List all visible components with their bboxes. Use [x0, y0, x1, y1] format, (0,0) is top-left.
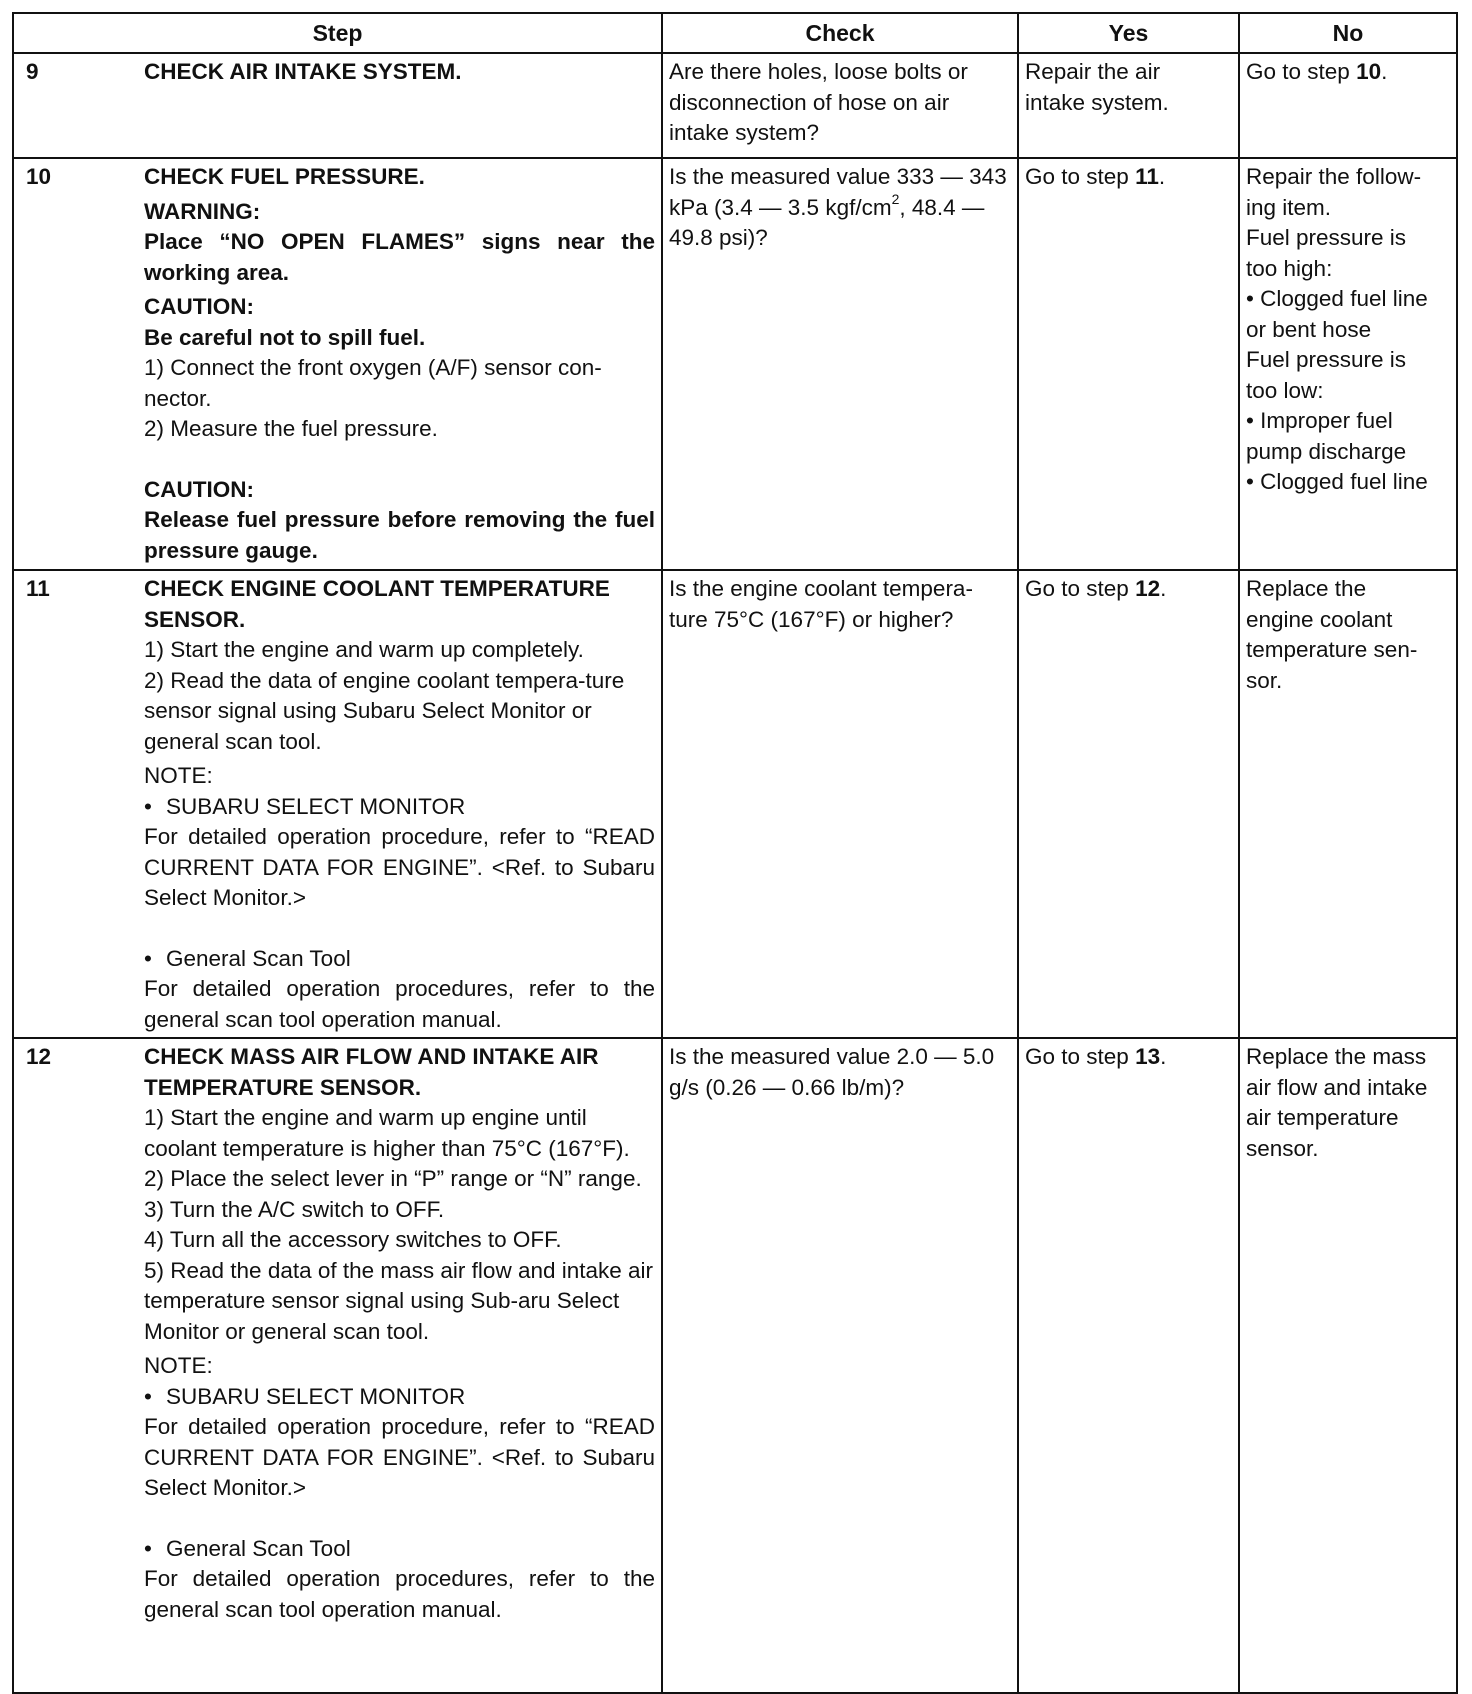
procedure-step: 3) Turn the A/C switch to OFF.	[144, 1196, 445, 1222]
procedure-step: 1) Connect the front oxygen (A/F) sensor con-nector.	[144, 355, 602, 411]
check-superscript: 2	[891, 191, 900, 207]
no-line: too low:	[1246, 377, 1324, 403]
no-line: Repair the follow-	[1246, 164, 1422, 189]
header-yes: Yes	[1018, 13, 1239, 53]
no-line: Replace the	[1246, 576, 1367, 601]
no-line: engine coolant	[1246, 606, 1393, 632]
step-cell	[13, 570, 662, 1038]
header-row	[13, 13, 1457, 53]
table-row	[13, 570, 1457, 1038]
no-line: pump discharge	[1246, 438, 1407, 464]
no-line: air flow and intake	[1246, 1074, 1428, 1100]
no-line: • Improper fuel	[1246, 408, 1393, 433]
note-label: NOTE:	[144, 1353, 213, 1378]
no-text: Go to step	[1246, 59, 1357, 84]
yes-cell	[1018, 1038, 1239, 1693]
note-item: • General Scan Tool	[144, 1534, 655, 1565]
step-cell	[13, 53, 662, 158]
no-cell	[1239, 53, 1457, 158]
no-line: • Clogged fuel line	[1246, 469, 1428, 494]
procedure-step: 1) Start the engine and warm up completely.	[144, 637, 584, 662]
note-item: • General Scan Tool	[144, 944, 655, 975]
caution-text: Release fuel pressure before removing the fuel pressure gauge.	[144, 507, 655, 563]
no-line: temperature sen-	[1246, 637, 1418, 662]
no-line: Fuel pressure is	[1246, 347, 1407, 372]
table-row	[13, 53, 1457, 158]
procedure-step: 4) Turn all the accessory switches to OFF.	[144, 1227, 562, 1252]
yes-text-end: .	[1160, 576, 1167, 601]
table-row	[13, 1038, 1457, 1693]
yes-text: Go to step	[1025, 164, 1136, 189]
check-text-end: , 48.4 — 49.8 psi)?	[669, 194, 985, 250]
note-text: For detailed operation procedures, refer to the general scan tool operation manual.	[144, 976, 655, 1032]
yes-text: Go to step	[1025, 1044, 1136, 1069]
procedure-step: 2) Measure the fuel pressure.	[144, 416, 438, 441]
yes-text: Go to step	[1025, 576, 1136, 601]
check-line: intake system?	[669, 120, 820, 145]
check-text: Is the measured value 2.0 — 5.0 g/s (0.26 — 0.66 lb/m)?	[669, 1044, 995, 1100]
no-line: or bent hose	[1246, 316, 1372, 342]
note-item: • SUBARU SELECT MONITOR	[144, 1382, 655, 1413]
yes-line: intake system.	[1025, 89, 1169, 115]
warning-label: WARNING:	[144, 198, 261, 224]
check-line: disconnection of hose on air	[669, 89, 950, 115]
yes-cell	[1018, 570, 1239, 1038]
note-item: • SUBARU SELECT MONITOR	[144, 792, 655, 823]
header-step: Step	[13, 13, 662, 53]
procedure-step: 2) Read the data of engine coolant tempera-ture sensor signal using Subaru Select Monitor or general scan tool.	[144, 667, 625, 754]
yes-line: Repair the air	[1025, 59, 1161, 84]
check-cell	[662, 1038, 1018, 1693]
yes-step-ref: 13	[1135, 1044, 1161, 1069]
diagnostic-table	[12, 12, 1458, 1694]
no-cell	[1239, 1038, 1457, 1693]
step-title: CHECK MASS AIR FLOW AND INTAKE AIR TEMPERATURE SENSOR.	[144, 1044, 599, 1100]
yes-step-ref: 12	[1135, 576, 1161, 601]
no-line: • Clogged fuel line	[1246, 286, 1428, 311]
note-text: For detailed operation procedure, refer to “READ CURRENT DATA FOR ENGINE”. <Ref. to Subaru Select Monitor.>	[144, 824, 655, 910]
no-line: sensor.	[1246, 1135, 1319, 1161]
check-cell	[662, 53, 1018, 158]
step-cell	[13, 1038, 662, 1693]
step-title: CHECK AIR INTAKE SYSTEM.	[144, 59, 462, 84]
note-text: For detailed operation procedures, refer to the general scan tool operation manual.	[144, 1566, 655, 1622]
step-cell	[13, 158, 662, 570]
no-line: ing item.	[1246, 194, 1332, 220]
no-line: Replace the mass	[1246, 1044, 1427, 1069]
procedure-step: 1) Start the engine and warm up engine until coolant temperature is higher than 75°C (167°F).	[144, 1105, 630, 1161]
note-label: NOTE:	[144, 763, 213, 788]
no-cell	[1239, 158, 1457, 570]
procedure-step: 5) Read the data of the mass air flow and intake air temperature sensor signal using Sub-aru Select Monitor or general scan tool.	[144, 1257, 654, 1344]
yes-text-end: .	[1160, 1044, 1167, 1069]
no-line: sor.	[1246, 667, 1283, 693]
step-number: 10	[26, 164, 52, 189]
check-text: Is the measured value 333 — 343 kPa (3.4 — 3.5 kgf/cm	[669, 164, 1007, 220]
step-number: 9	[26, 59, 39, 84]
no-line: too high:	[1246, 255, 1333, 281]
header-no: No	[1239, 13, 1457, 53]
no-text-end: .	[1381, 59, 1388, 84]
yes-step-ref: 11	[1135, 164, 1159, 189]
caution-label: CAUTION:	[144, 476, 254, 502]
yes-text-end: .	[1158, 164, 1166, 189]
check-cell	[662, 158, 1018, 570]
check-text: Is the engine coolant tempera-ture 75°C (167°F) or higher?	[669, 576, 973, 632]
yes-cell	[1018, 158, 1239, 570]
no-step-ref: 10	[1356, 59, 1382, 84]
yes-cell	[1018, 53, 1239, 158]
no-line: air temperature	[1246, 1105, 1399, 1130]
no-line: Fuel pressure is	[1246, 225, 1407, 250]
caution-label: CAUTION:	[144, 294, 254, 319]
no-cell	[1239, 570, 1457, 1038]
table-row	[13, 158, 1457, 570]
header-check: Check	[662, 13, 1018, 53]
step-title: CHECK ENGINE COOLANT TEMPERATURE SENSOR.	[144, 576, 610, 632]
warning-text: Place “NO OPEN FLAMES” signs near the working area.	[144, 229, 655, 285]
check-cell	[662, 570, 1018, 1038]
procedure-step: 2) Place the select lever in “P” range or “N” range.	[144, 1166, 642, 1191]
caution-text: Be careful not to spill fuel.	[144, 324, 426, 350]
note-text: For detailed operation procedure, refer to “READ CURRENT DATA FOR ENGINE”. <Ref. to Subaru Select Monitor.>	[144, 1414, 655, 1500]
check-line: Are there holes, loose bolts or	[669, 59, 968, 84]
step-number: 12	[26, 1044, 52, 1069]
step-number: 11	[26, 576, 50, 601]
step-title: CHECK FUEL PRESSURE.	[144, 164, 425, 189]
